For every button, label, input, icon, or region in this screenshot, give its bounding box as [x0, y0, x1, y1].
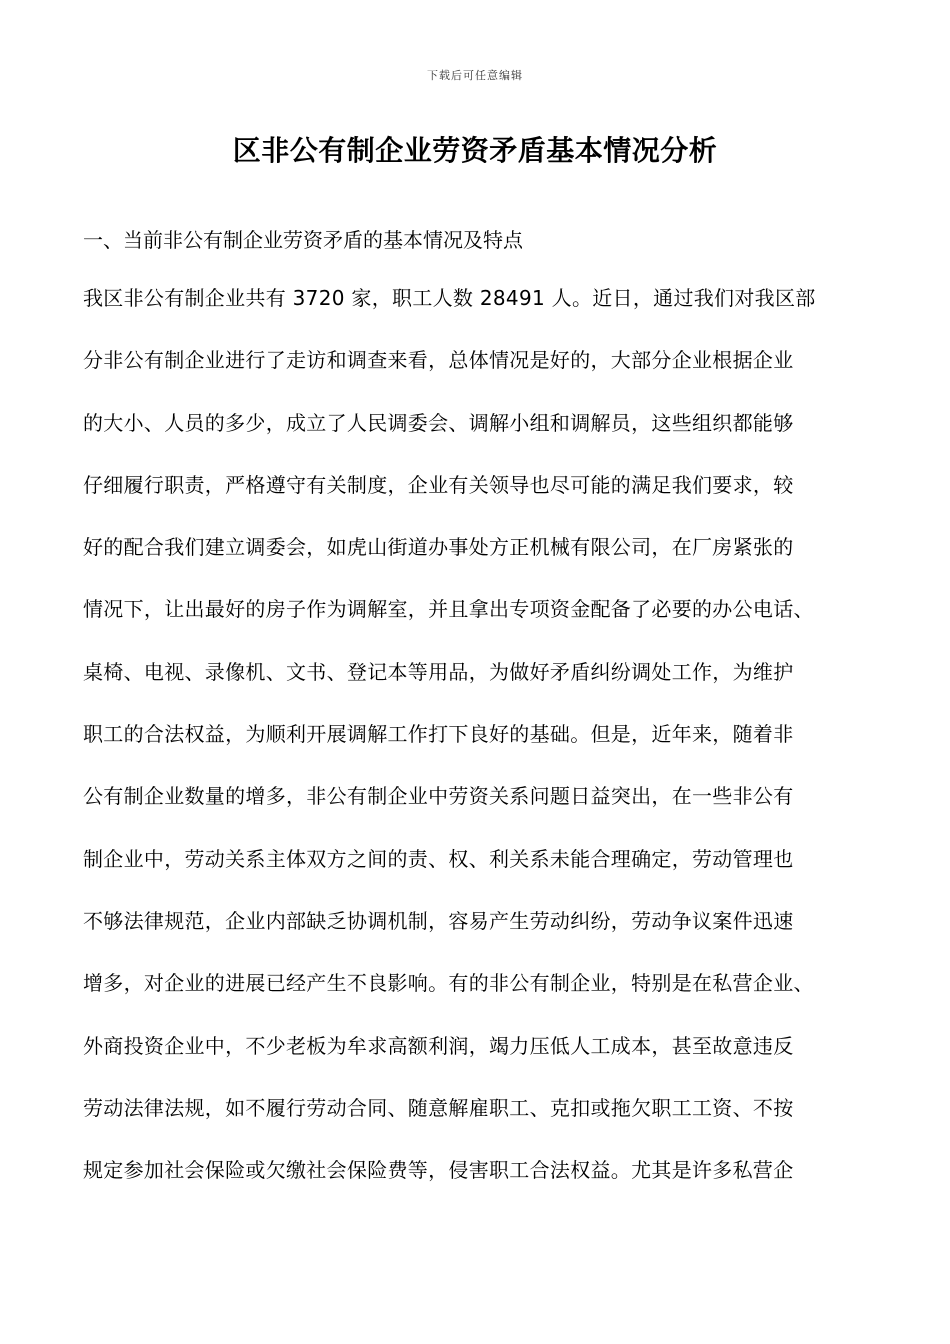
body-line: 的大小、人员的多少，成立了人民调委会、调解小组和调解员，这些组织都能够 [83, 410, 794, 435]
body-paragraph [83, 280, 883, 1214]
body-line: 制企业中，劳动关系主体双方之间的责、权、利关系未能合理确定，劳动管理也 [83, 846, 794, 871]
body-line: 分非公有制企业进行了走访和调查来看，总体情况是好的，大部分企业根据企业 [83, 348, 794, 373]
body-line: 外商投资企业中，不少老板为牟求高额利润，竭力压低人工成本，甚至故意违反 [83, 1033, 794, 1058]
body-line: 职工的合法权益，为顺利开展调解工作打下良好的基础。但是，近年来，随着非 [83, 722, 794, 747]
body-line: 劳动法律法规，如不履行劳动合同、随意解雇职工、克扣或拖欠职工工资、不按 [83, 1095, 794, 1120]
body-line: 不够法律规范，企业内部缺乏协调机制，容易产生劳动纠纷，劳动争议案件迅速 [83, 908, 794, 933]
body-line: 情况下，让出最好的房子作为调解室，并且拿出专项资金配备了必要的办公电话、 [83, 597, 814, 622]
body-line: 好的配合我们建立调委会，如虎山街道办事处方正机械有限公司，在厂房紧张的 [83, 535, 794, 560]
section-heading: 一、当前非公有制企业劳资矛盾的基本情况及特点 [83, 228, 523, 252]
body-line: 我区非公有制企业共有 3720 家，职工人数 28491 人。近日，通过我们对我区部 [83, 286, 816, 310]
document-title: 区非公有制企业劳资矛盾基本情况分析 [232, 134, 718, 167]
header-note: 下载后可任意编辑 [427, 69, 523, 82]
body-line: 规定参加社会保险或欠缴社会保险费等，侵害职工合法权益。尤其是许多私营企 [83, 1158, 794, 1183]
body-line: 仔细履行职责，严格遵守有关制度，企业有关领导也尽可能的满足我们要求，较 [83, 472, 794, 497]
body-line: 增多，对企业的进展已经产生不良影响。有的非公有制企业，特别是在私营企业、 [83, 971, 814, 996]
body-line: 桌椅、电视、录像机、文书、登记本等用品，为做好矛盾纠纷调处工作，为维护 [83, 659, 794, 684]
body-line: 公有制企业数量的增多，非公有制企业中劳资关系问题日益突出，在一些非公有 [83, 784, 794, 809]
